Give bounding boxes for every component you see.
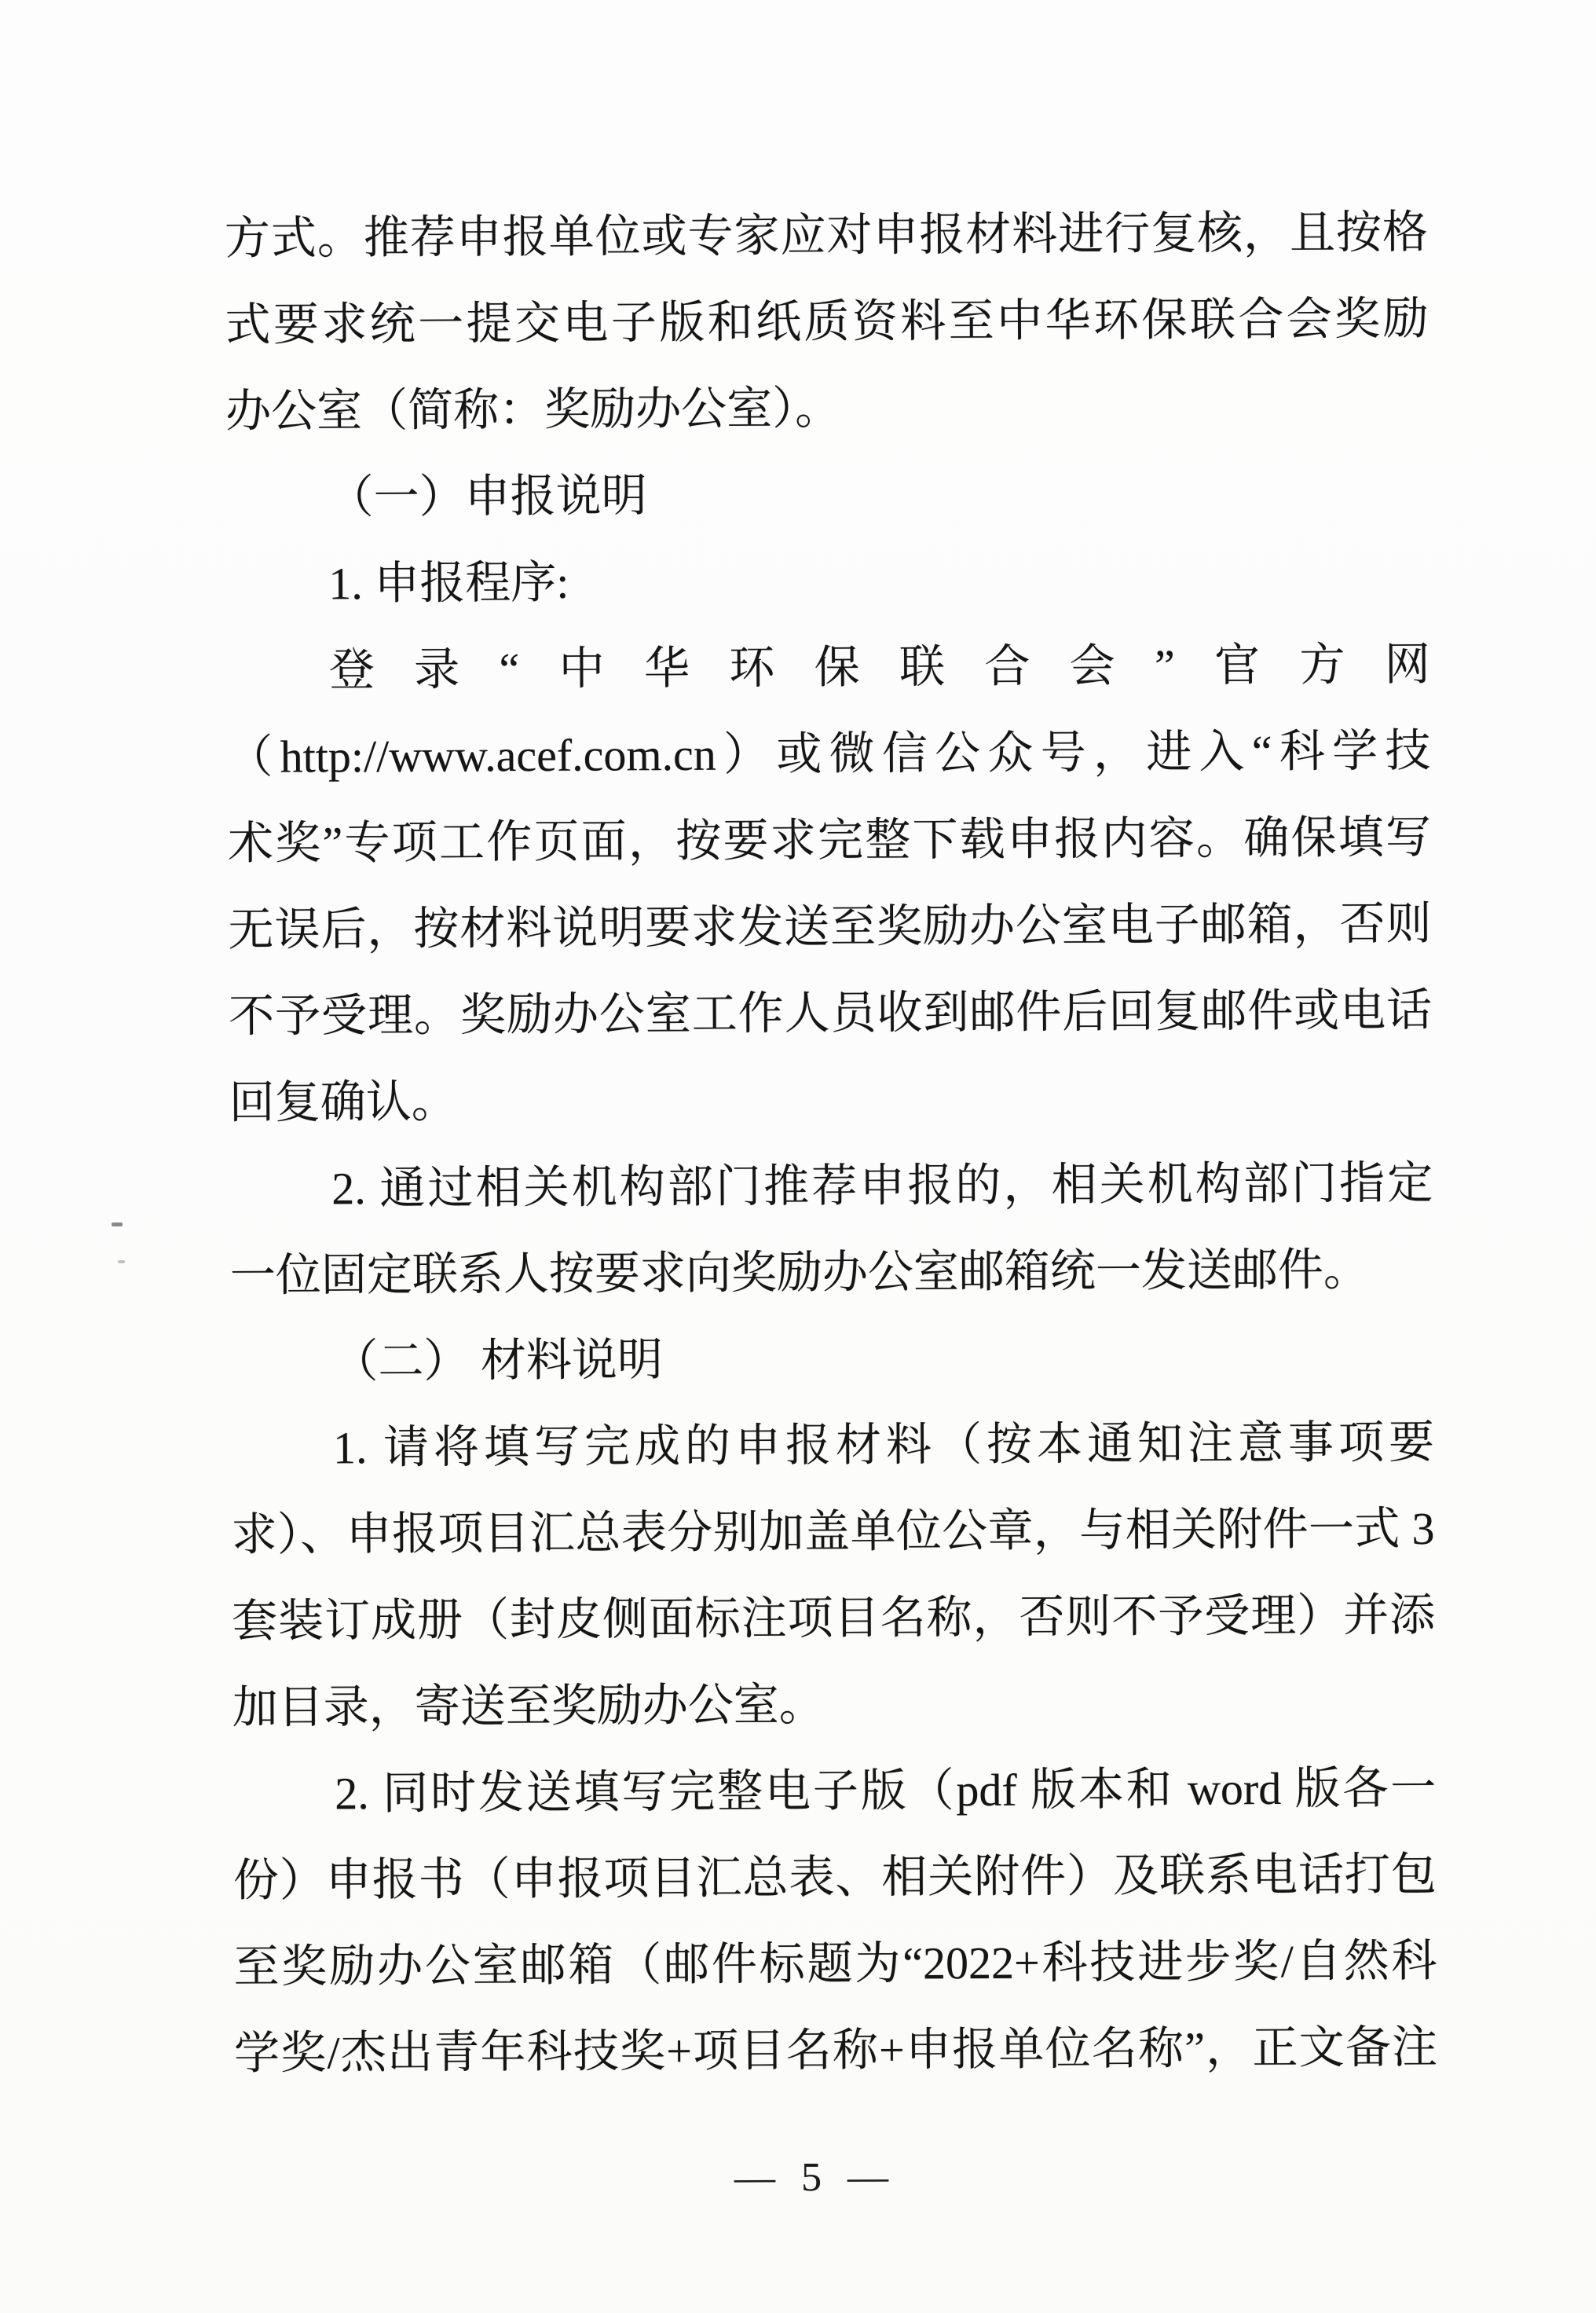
text-line-12: 2. 通过相关机构部门推荐申报的，相关机构部门指定 (331, 1156, 1433, 1215)
list-item-heading: 1. 申报程序: (328, 556, 569, 610)
text-line-7: （http://www.acef.com.cn）或微信公众号，进入“科学技 (227, 724, 1431, 783)
text-line-3: 办公室（简称：奖励办公室）。 (225, 382, 841, 438)
text-line-10: 不予受理。奖励办公室工作人员收到邮件后回复邮件或电话 (228, 984, 1433, 1043)
section-heading-2: （二） 材料说明 (332, 1334, 664, 1387)
scan-speck (112, 1222, 123, 1226)
text-line-19: 2. 同时发送填写完整电子版（pdf 版本和 word 版各一 (335, 1761, 1437, 1820)
scan-speck (118, 1260, 125, 1263)
text-line-6: 登录“中华环保联合会”官方网 (328, 638, 1430, 696)
text-line-16: 求）、申报项目汇总表分别加盖单位公章，与相关附件一式 3 (231, 1502, 1435, 1561)
text-line-20: 份）申报书（申报项目汇总表、相关附件）及联系电话打包 (232, 1848, 1437, 1906)
text-line-9: 无误后，按材料说明要求发送至奖励办公室电子邮箱，否则 (228, 897, 1432, 956)
text-line-2: 式要求统一提交电子版和纸质资料至中华环保联合会奖励 (225, 293, 1429, 351)
text-line-1: 方式。推荐申报单位或专家应对申报材料进行复核，且按格 (224, 207, 1429, 265)
text-block (225, 189, 1438, 2097)
text-line-11: 回复确认。 (229, 1076, 457, 1129)
text-line-8: 术奖”专项工作页面，按要求完整下载申报内容。确保填写 (227, 811, 1432, 870)
text-line-17: 套装订成册（封皮侧面标注项目名称，否则不予受理）并添 (232, 1589, 1436, 1648)
text-line-18: 加目录，寄送至奖励办公室。 (232, 1679, 825, 1734)
page-number: — 5 — (734, 2154, 897, 2201)
text-line-22: 学奖/杰出青年科技奖+项目名称+申报单位名称”，正文备注 (233, 2021, 1438, 2079)
text-line-15: 1. 请将填写完成的申报材料（按本通知注意事项要 (332, 1416, 1435, 1474)
text-line-21: 至奖励办公室邮箱（邮件标题为“2022+科技进步奖/自然科 (233, 1934, 1437, 1992)
text-line-13: 一位固定联系人按要求向奖励办公室邮箱统一发送邮件。 (229, 1244, 1370, 1302)
section-heading-1: （一）申报说明 (328, 470, 647, 523)
